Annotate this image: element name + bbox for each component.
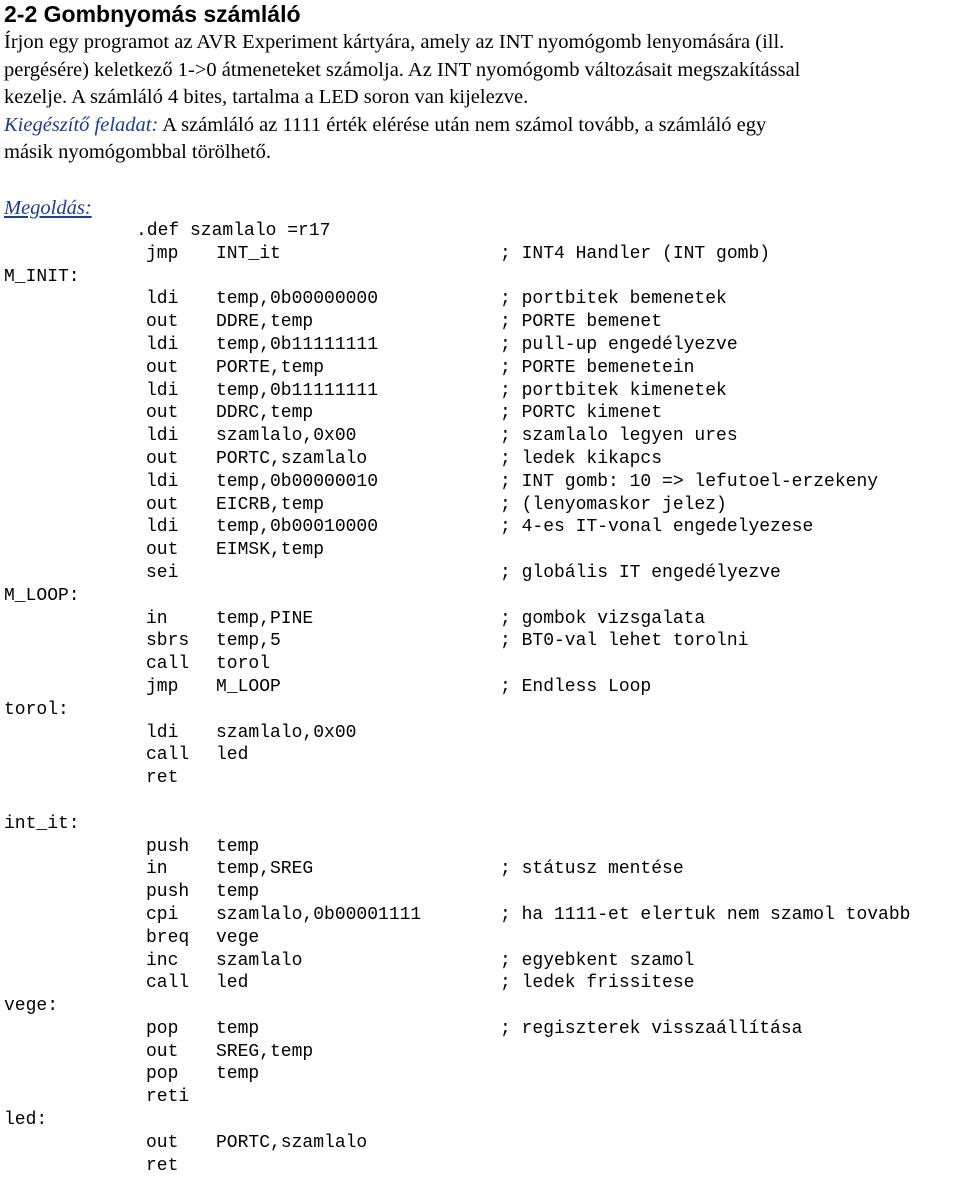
- def-directive: .def szamlalo =r17: [136, 221, 331, 241]
- code-label: M_INIT:: [4, 266, 80, 287]
- code-comment: ; egyebkent szamol: [500, 950, 695, 971]
- code-operand: EICRB,temp: [216, 494, 325, 515]
- code-mnemonic: jmp: [146, 676, 179, 697]
- code-line: [0, 1041, 960, 1064]
- code-line: [0, 995, 960, 1018]
- code-operand: led: [216, 745, 249, 766]
- code-operand: temp: [216, 836, 260, 857]
- code-line: [0, 334, 960, 357]
- code-line: [0, 380, 960, 403]
- extra-task-label: Kiegészítő feladat:: [4, 113, 159, 136]
- code-operand: temp: [216, 882, 260, 903]
- code-operand: szamlalo,0b00001111: [216, 904, 422, 925]
- code-operand: INT_it: [216, 243, 281, 264]
- code-comment: ; (lenyomaskor jelez): [500, 494, 727, 515]
- code-line: [0, 653, 960, 676]
- code-operand: vege: [216, 927, 260, 948]
- code-comment: ; PORTE bemenetein: [500, 357, 695, 378]
- code-operand: torol: [216, 654, 271, 675]
- code-line: [0, 1063, 960, 1086]
- code-comment: ; globális IT engedélyezve: [500, 562, 781, 583]
- task-line: pergésére) keletkező 1->0 átmeneteket számolja. Az INT nyomógomb változásait megszakítással: [4, 58, 801, 81]
- code-line: [0, 950, 960, 973]
- code-operand: temp,0b11111111: [216, 380, 379, 401]
- code-line: [0, 813, 960, 836]
- code-mnemonic: ldi: [146, 471, 179, 492]
- code-operand: temp,0b00010000: [216, 517, 379, 538]
- code-line: [0, 243, 960, 266]
- code-comment: ; ledek frissitese: [500, 973, 695, 994]
- code-line: [0, 448, 960, 471]
- code-mnemonic: out: [146, 494, 179, 515]
- code-operand: temp,0b00000010: [216, 471, 379, 492]
- code-line: [0, 539, 960, 562]
- code-line: [0, 311, 960, 334]
- code-line: [0, 881, 960, 904]
- code-comment: ; gombok vizsgalata: [500, 608, 706, 629]
- code-label: int_it:: [4, 813, 80, 834]
- code-comment: ; portbitek bemenetek: [500, 289, 727, 310]
- code-mnemonic: in: [146, 608, 168, 629]
- code-mnemonic: out: [146, 1041, 179, 1062]
- extra-task-continued: másik nyomógombbal törölhető.: [4, 141, 272, 164]
- code-line: [0, 744, 960, 767]
- code-mnemonic: ret: [146, 768, 179, 789]
- def-line-row: [0, 220, 960, 243]
- task-line: Írjon egy programot az AVR Experiment kártyára, amely az INT nyomógomb lenyomására (ill.: [4, 31, 785, 53]
- code-comment: ; ha 1111-et elertuk nem szamol tovabb: [500, 904, 911, 925]
- code-operand: szamlalo,0x00: [216, 722, 357, 743]
- code-mnemonic: out: [146, 448, 179, 469]
- code-mnemonic: reti: [146, 1087, 190, 1108]
- code-comment: ; INT4 Handler (INT gomb): [500, 243, 771, 264]
- page-title: 2-2 Gombnyomás számláló: [4, 1, 301, 27]
- code-line: [0, 516, 960, 539]
- code-mnemonic: push: [146, 882, 190, 903]
- code-mnemonic: ret: [146, 1155, 179, 1176]
- code-label: led:: [4, 1110, 48, 1131]
- code-listing: [0, 220, 960, 1177]
- code-mnemonic: in: [146, 859, 168, 880]
- code-line: [0, 699, 960, 722]
- code-line: [0, 1018, 960, 1041]
- code-comment: ; Endless Loop: [500, 676, 652, 697]
- code-operand: temp,SREG: [216, 859, 314, 880]
- code-line: [0, 266, 960, 289]
- code-operand: szamlalo: [216, 950, 303, 971]
- code-line: [0, 608, 960, 631]
- code-mnemonic: pop: [146, 1018, 179, 1039]
- code-operand: szamlalo,0x00: [216, 426, 357, 447]
- code-mnemonic: call: [146, 654, 190, 675]
- code-line: [0, 722, 960, 745]
- code-operand: PORTC,szamlalo: [216, 1132, 368, 1153]
- code-operand: SREG,temp: [216, 1041, 314, 1062]
- code-operand: temp,0b00000000: [216, 289, 379, 310]
- code-mnemonic: ldi: [146, 722, 179, 743]
- code-line: [0, 471, 960, 494]
- code-comment: ; INT gomb: 10 => lefutoel-erzekeny: [500, 471, 879, 492]
- code-operand: temp: [216, 1064, 260, 1085]
- code-mnemonic: inc: [146, 950, 179, 971]
- code-line: [0, 676, 960, 699]
- code-line: [0, 1155, 960, 1177]
- task-description: [4, 29, 954, 167]
- code-mnemonic: ldi: [146, 334, 179, 355]
- code-operand: EIMSK,temp: [216, 540, 325, 561]
- code-comment: ; PORTC kimenet: [500, 403, 663, 424]
- code-comment: ; pull-up engedélyezve: [500, 334, 738, 355]
- code-comment: ; BT0-val lehet torolni: [500, 631, 749, 652]
- code-mnemonic: jmp: [146, 243, 179, 264]
- code-mnemonic: cpi: [146, 904, 179, 925]
- code-operand: M_LOOP: [216, 676, 281, 697]
- code-comment: ; PORTE bemenet: [500, 312, 663, 333]
- code-line: [0, 562, 960, 585]
- code-line: [0, 790, 960, 813]
- code-line: [0, 357, 960, 380]
- code-operand: temp: [216, 1018, 260, 1039]
- code-line: [0, 630, 960, 653]
- extra-task: [4, 112, 954, 140]
- code-line: [0, 972, 960, 995]
- code-mnemonic: out: [146, 540, 179, 561]
- code-line: [0, 836, 960, 859]
- code-label: torol:: [4, 699, 69, 720]
- code-comment: ; 4-es IT-vonal engedelyezese: [500, 517, 814, 538]
- code-comment: ; regiszterek visszaállítása: [500, 1018, 803, 1039]
- code-operand: temp,5: [216, 631, 281, 652]
- code-mnemonic: call: [146, 745, 190, 766]
- code-line: [0, 402, 960, 425]
- code-mnemonic: out: [146, 357, 179, 378]
- code-label: M_LOOP:: [4, 585, 80, 606]
- code-label: vege:: [4, 996, 59, 1017]
- code-line: [0, 425, 960, 448]
- code-operand: DDRC,temp: [216, 403, 314, 424]
- code-mnemonic: out: [146, 312, 179, 333]
- code-line: [0, 288, 960, 311]
- code-operand: temp,PINE: [216, 608, 314, 629]
- code-operand: led: [216, 973, 249, 994]
- solution-label: Megoldás:: [4, 197, 92, 219]
- code-comment: ; szamlalo legyen ures: [500, 426, 738, 447]
- code-mnemonic: ldi: [146, 289, 179, 310]
- code-mnemonic: sei: [146, 562, 179, 583]
- code-line: [0, 858, 960, 881]
- code-mnemonic: push: [146, 836, 190, 857]
- code-line: [0, 927, 960, 950]
- code-comment: ; portbitek kimenetek: [500, 380, 727, 401]
- code-mnemonic: sbrs: [146, 631, 190, 652]
- code-operand: PORTE,temp: [216, 357, 325, 378]
- code-operand: PORTC,szamlalo: [216, 448, 368, 469]
- code-operand: temp,0b11111111: [216, 334, 379, 355]
- code-mnemonic: ldi: [146, 426, 179, 447]
- code-mnemonic: call: [146, 973, 190, 994]
- code-mnemonic: breq: [146, 927, 190, 948]
- code-comment: ; ledek kikapcs: [500, 448, 663, 469]
- code-line: [0, 1086, 960, 1109]
- extra-task-text: A számláló az 1111 érték elérése után nem számol tovább, a számláló egy: [158, 113, 767, 136]
- code-mnemonic: pop: [146, 1064, 179, 1085]
- code-line: [0, 1132, 960, 1155]
- code-operand: DDRE,temp: [216, 312, 314, 333]
- code-line: [0, 767, 960, 790]
- code-mnemonic: ldi: [146, 517, 179, 538]
- code-comment: ; státusz mentése: [500, 859, 684, 880]
- code-mnemonic: out: [146, 403, 179, 424]
- code-line: [0, 904, 960, 927]
- code-mnemonic: out: [146, 1132, 179, 1153]
- task-line: kezelje. A számláló 4 bites, tartalma a LED soron van kijelezve.: [4, 86, 529, 109]
- code-line: [0, 1109, 960, 1132]
- code-line: [0, 494, 960, 517]
- code-line: [0, 585, 960, 608]
- code-mnemonic: ldi: [146, 380, 179, 401]
